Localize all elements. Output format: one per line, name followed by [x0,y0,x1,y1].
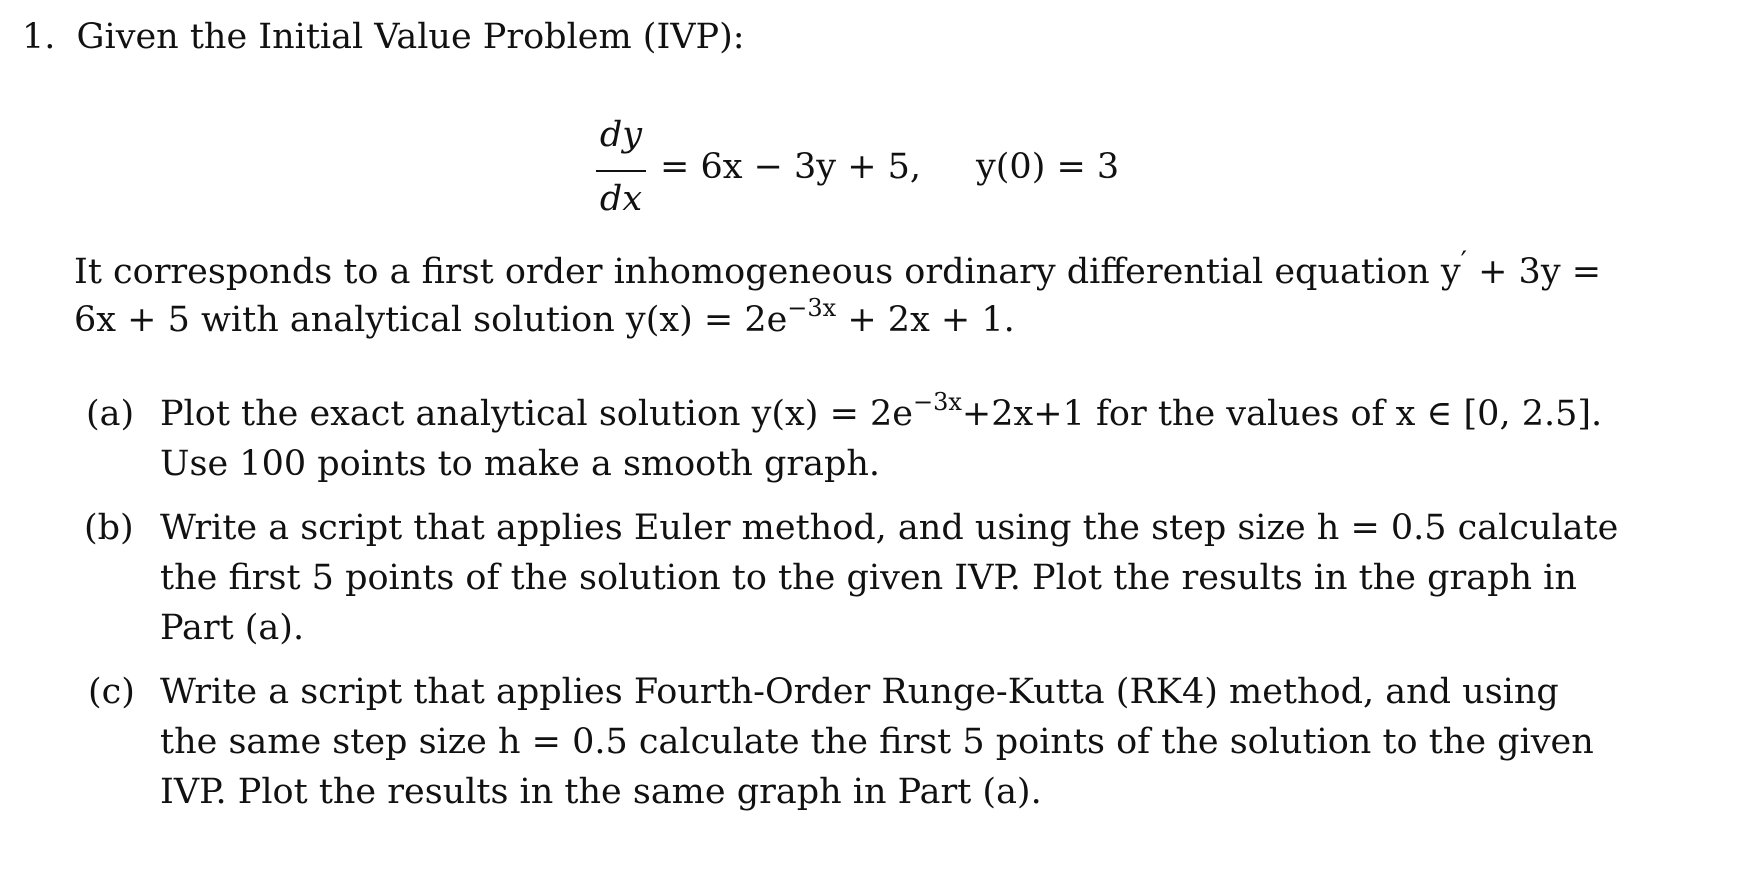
part-c-line-1: Write a script that applies Fourth-Order Runge-Kutta (RK4) method, and using [160,672,1559,712]
exponent: −3x [787,294,837,322]
part-c-label: (c) [88,672,135,712]
part-b-line-2: the first 5 points of the solution to the given IVP. Plot the results in the graph in [160,558,1577,598]
question-heading-text: Given the Initial Value Problem (IVP): [76,17,745,57]
intro-line-1 [74,245,1602,292]
part-c-line-2: the same step size h = 0.5 calculate the first 5 points of the solution to the given [160,722,1594,762]
part-a-line1-end: +2x+1 for the values of x ∈ [0, 2.5]. [961,394,1603,434]
initial-condition: y(0) = 3 [976,147,1120,187]
question-heading [22,17,745,57]
fraction-denominator: dx [599,179,643,219]
part-a-line1-text: Plot the exact analytical solution y(x) = 2e [160,394,913,434]
fraction-bar [596,170,646,172]
intro-line1-end: + 3y = [1466,252,1602,292]
part-b-line-1: Write a script that applies Euler method, and using the step size h = 0.5 calculate [160,508,1619,548]
part-a-line-1 [160,388,1603,434]
equation-rhs: = 6x − 3y + 5, [660,147,922,187]
question-number: 1. [22,17,56,57]
part-b-label: (b) [84,508,134,548]
part-a-exponent: −3x [913,388,962,416]
part-a-label: (a) [86,394,135,434]
fraction-numerator: dy [599,115,643,155]
intro-line2-end: + 2x + 1. [836,300,1015,340]
prime-mark: ′ [1460,245,1467,278]
intro-line2-text: 6x + 5 with analytical solution y(x) = 2e [74,300,788,340]
part-a-line-2: Use 100 points to make a smooth graph. [160,444,881,484]
part-c-line-3: IVP. Plot the results in the same graph in Part (a). [160,772,1042,812]
intro-line1-text: It corresponds to a first order inhomogeneous ordinary differential equation y [74,252,1461,292]
intro-line-2 [74,294,1015,340]
part-b-line-3: Part (a). [160,608,305,648]
